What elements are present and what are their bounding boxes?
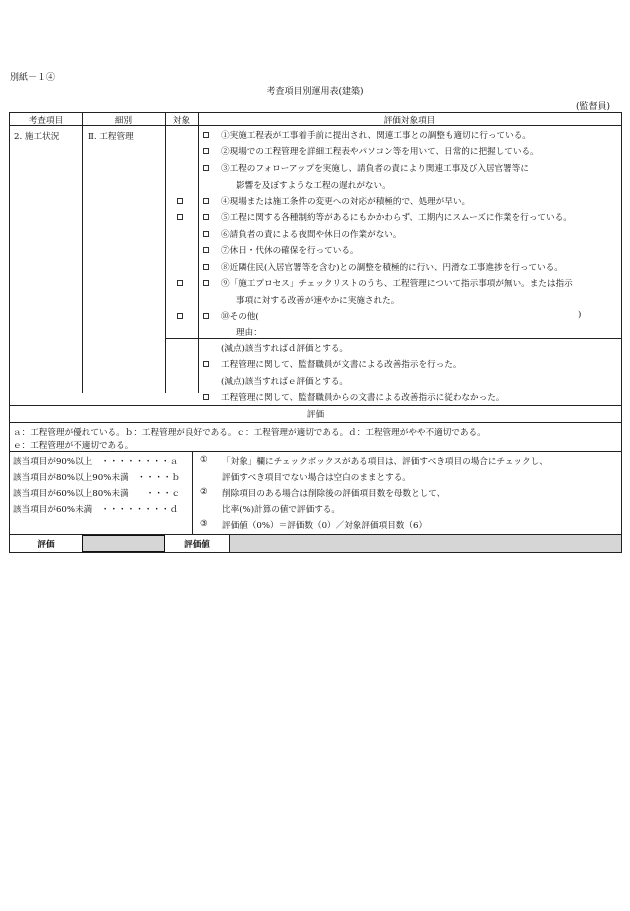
note-text: 比率(%)計算の値で評価する。 [222,505,340,515]
note-number: ② [200,487,208,497]
eval-input[interactable] [82,535,165,552]
target-checkbox[interactable] [177,280,183,286]
col-header-target: 対象 [172,116,191,126]
item-checkbox[interactable] [203,214,209,220]
item-checkbox[interactable] [203,165,209,171]
deduction-checkbox[interactable] [203,394,209,400]
category-cell: 2. 施工状況 [14,132,60,142]
grade-scale: 該当項目が80%以上90%未満 ・・・・ｂ [13,473,181,483]
item-text-cont: 事項に対する改善が速やかに実施された。 [236,296,400,306]
score-value [229,535,621,552]
item-text: ⑩その他( [221,312,259,322]
target-checkbox[interactable] [177,198,183,204]
item-text: ⑦休日・代休の確保を行っている。 [221,246,359,256]
subcategory-cell: Ⅱ. 工程管理 [88,132,134,142]
col-header-items: 評価対象項目 [383,116,436,126]
note-text: 評価値（0%）＝評価数（0）／対象評価項目数（6） [222,521,428,531]
item-text: ③工程のフォローアップを実施し、請負者の責により関連工事及び入居官署等に [221,164,529,174]
item-checkbox[interactable] [203,264,209,270]
grade-scale: 該当項目が60%以上80%未満 ・・・ｃ [13,489,181,499]
deduction-checkbox[interactable] [203,361,209,367]
grade-scale: 該当項目が90%以上 ・・・・・・・・ａ [13,457,179,467]
col-header-subcategory: 細別 [114,116,133,126]
col-header-category: 考査項目 [28,116,64,126]
item-text: ②現場での工程管理を詳細工程表やパソコン等を用いて、日常的に把握している。 [221,147,539,157]
item-text: ⑤工程に関する各種制約等があるにもかかわらず、工期内にスムーズに作業を行っている。 [221,213,572,223]
deduction-text: 工程管理に関して、監督職員からの文書による改善指示に従わなかった。 [221,393,505,403]
grade-scale: 該当項目が60%未満 ・・・・・・・・ｄ [13,505,179,515]
item-checkbox[interactable] [203,247,209,253]
grade-definition: ａ：工程管理が優れている。ｂ：工程管理が良好である。ｃ：工程管理が適切である。ｄ：工程管理がやや不適切である。 [13,428,486,438]
grade-definition: ｅ：工程管理が不適切である。 [13,441,134,451]
deduction-note: (減点)該当すればｅ評価とする。 [221,377,349,387]
item-text: ⑨「施工プロセス」チェックリストのうち、工程管理について指示事項が無い。または指示 [221,279,573,289]
item-close-paren: ) [578,310,582,320]
item-checkbox[interactable] [203,231,209,237]
eval-label: 評価 [37,540,55,550]
item-checkbox[interactable] [203,132,209,138]
document-role: (監督員) [575,102,610,112]
item-checkbox[interactable] [203,313,209,319]
document-id: 別紙－１④ [10,73,56,83]
note-number: ③ [200,519,208,529]
note-text: 「対象」欄にチェックボックスがある項目は、評価すべき項目の場合にチェックし、 [222,457,548,467]
item-checkbox[interactable] [203,148,209,154]
item-text: ①実施工程表が工事着手前に提出され、関連工事との調整も適切に行っている。 [221,131,531,141]
deduction-note: (減点)該当すればｄ評価とする。 [221,344,349,354]
item-text: ④現場または施工条件の変更への対応が積極的で、処理が早い。 [221,197,471,207]
target-checkbox[interactable] [177,214,183,220]
document-title: 考査項目別運用表(建築) [266,87,364,97]
item-text-cont: 影響を及ぼすような工程の遅れがない。 [236,181,391,191]
target-checkbox[interactable] [177,313,183,319]
note-text: 評価すべき項目でない場合は空白のままとする。 [222,473,411,483]
item-checkbox[interactable] [203,198,209,204]
note-text: 削除項目のある場合は削除後の評価項目数を母数として、 [222,489,446,499]
deduction-text: 工程管理に関して、監督職員が文書による改善指示を行った。 [221,360,462,370]
note-number: ① [200,455,208,465]
score-label: 評価値 [184,540,210,550]
evaluation-table [9,112,622,553]
item-checkbox[interactable] [203,280,209,286]
evaluation-heading: 評価 [306,410,325,420]
reason-label: 理由： [236,328,262,338]
item-text: ⑧近隣住民(入居官署等を含む)との調整を積極的に行い、円滑な工事進捗を行っている。 [221,263,563,273]
item-text: ⑥請負者の責による夜間や休日の作業がない。 [221,230,402,240]
